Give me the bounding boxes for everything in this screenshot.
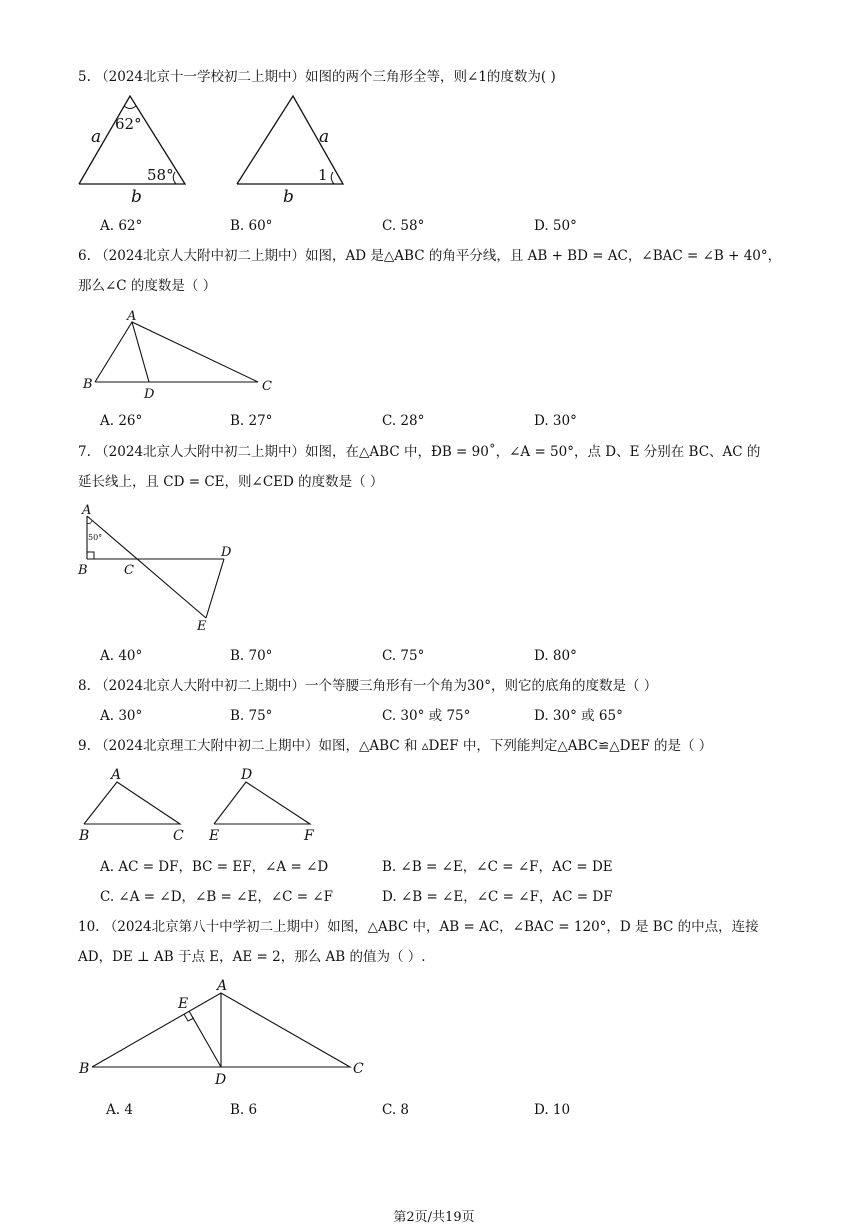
q10-label-c: C (353, 1061, 364, 1077)
q10-label-e: E (178, 996, 189, 1012)
q6-option-c: C. 28° (382, 413, 425, 429)
q5-label-a1: a (91, 127, 102, 147)
q6-label-a: A (127, 309, 137, 324)
q7-option-d: D. 80° (534, 648, 577, 664)
q8-option-d: D. 30° 或 65° (534, 708, 623, 724)
q6-label-d: D (144, 387, 155, 402)
q8-option-b: B. 75° (230, 708, 273, 724)
q10-option-a: A. 4 (106, 1102, 133, 1118)
q5-label-b1: b (131, 187, 142, 207)
q7-stem-line2: 延长线上，且 CD = CE，则∠CED 的度数是（ ） (78, 474, 384, 490)
q5-option-c: C. 58° (382, 218, 425, 234)
q7-label-e: E (197, 619, 207, 634)
q9-label-c: C (173, 828, 184, 844)
q9-triangle-def (214, 782, 310, 824)
q6-option-d: D. 30° (534, 413, 577, 429)
q10-option-d: D. 10 (534, 1102, 571, 1118)
q5-option-a: A. 62° (100, 218, 143, 234)
q5-label-b2: b (283, 187, 294, 207)
q7-label-50: 50° (88, 533, 103, 542)
q9-label-b: B (79, 828, 90, 844)
q7-option-c: C. 75° (382, 648, 425, 664)
q6-triangle (95, 322, 258, 382)
page-footer: 第2页/共19页 (393, 1210, 475, 1225)
q9-figure (76, 764, 336, 844)
q10-label-b: B (79, 1061, 90, 1077)
q10-figure (76, 976, 376, 1086)
q5-label-62: 62° (115, 115, 142, 133)
q7-option-b: B. 70° (230, 648, 273, 664)
q9-label-f: F (304, 828, 314, 844)
q5-label-58: 58° (147, 166, 174, 184)
q6-bisector (132, 322, 149, 382)
q6-label-b: B (83, 377, 93, 392)
q8-option-a: A. 30° (100, 708, 143, 724)
q9-label-a: A (111, 767, 122, 783)
q5-option-d: D. 50° (534, 218, 577, 234)
q8-option-c: C. 30° 或 75° (382, 708, 471, 724)
q5-label-1: 1 (318, 166, 328, 184)
q10-option-c: C. 8 (382, 1102, 410, 1118)
q7-figure (76, 500, 256, 635)
q9-option-a: A. AC = DF，BC = EF，∠A = ∠D (100, 859, 329, 875)
q9-stem: 9. （2024北京理工大附中初二上期中）如图，△ABC 和 ▵DEF 中，下列能判定△ABC≌△DEF 的是（ ） (78, 738, 713, 754)
q5-option-b: B. 60° (230, 218, 273, 234)
q7-label-c: C (124, 563, 134, 578)
q10-label-a: A (217, 978, 228, 994)
q10-stem-line1: 10. （2024北京第八十中学初二上期中）如图，△ABC 中，AB = AC，∠BAC = 120°，D 是 BC 的中点，连接 (78, 919, 759, 935)
q7-stem-line1: 7. （2024北京人大附中初二上期中）如图，在△ABC 中，ÐB = 90˚，∠A = 50°，点 D、E 分别在 BC、AC 的 (78, 444, 761, 460)
q9-triangle-abc (84, 782, 180, 824)
q6-stem-line1: 6. （2024北京人大附中初二上期中）如图，AD 是△ABC 的角平分线，且 AB + BD = AC，∠BAC = ∠B + 40°， (78, 248, 782, 264)
q5-figure (75, 92, 365, 207)
q10-stem-line2: AD，DE ⊥ AB 于点 E，AE = 2，那么 AB 的值为（ ）. (78, 949, 426, 965)
q8-stem: 8. （2024北京人大附中初二上期中）一个等腰三角形有一个角为30°，则它的底角的度数是（ ） (78, 678, 658, 694)
q5-label-a2: a (319, 127, 330, 147)
q9-option-c: C. ∠A = ∠D，∠B = ∠E，∠C = ∠F (100, 889, 334, 905)
q7-label-a: A (82, 503, 92, 518)
q6-stem-line2: 那么∠C 的度数是（ ） (78, 278, 217, 294)
q9-label-e: E (209, 828, 220, 844)
q10-option-b: B. 6 (230, 1102, 258, 1118)
q6-label-c: C (262, 379, 272, 394)
q10-segment-de (189, 1011, 221, 1067)
q6-option-b: B. 27° (230, 413, 273, 429)
q6-option-a: A. 26° (100, 413, 143, 429)
q7-label-b: B (78, 563, 88, 578)
q7-option-a: A. 40° (100, 648, 143, 664)
q5-stem: 5. （2024北京十一学校初二上期中）如图的两个三角形全等，则∠1的度数为( ) (78, 69, 556, 85)
q7-label-d: D (221, 545, 232, 560)
q9-label-d: D (241, 767, 253, 783)
q9-option-b: B. ∠B = ∠E，∠C = ∠F，AC = DE (382, 859, 613, 875)
q6-figure (80, 308, 290, 402)
q10-label-d: D (215, 1072, 227, 1088)
q9-option-d: D. ∠B = ∠E，∠C = ∠F，AC = DF (382, 889, 613, 905)
